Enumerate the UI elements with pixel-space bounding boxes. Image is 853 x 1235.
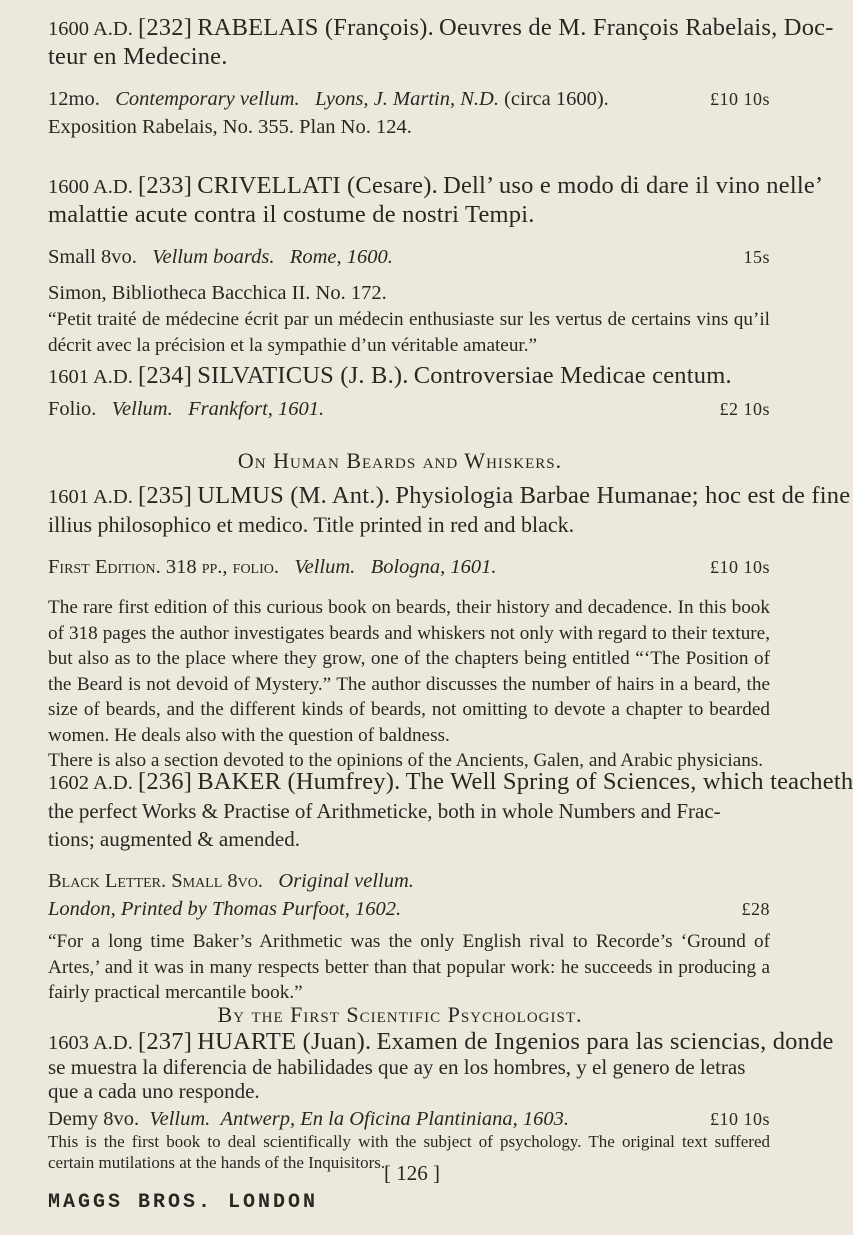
entry-title-cont: se muestra la diferencia de habilidades que ay en los hombres, y el genero de letras xyxy=(48,1055,746,1079)
entry-title-cont-2: que a cada uno responde. xyxy=(48,1079,260,1103)
entry-note: This is the first book to deal scientifically with the subject of psychology. The original text suffered certain mutilations at the hands of the Inquisitors. xyxy=(48,1132,770,1172)
entry-title: Examen de Ingenios para las sciencias, donde xyxy=(376,1028,834,1055)
entry-author: CRIVELLATI (Cesare). xyxy=(197,172,438,199)
entry-title: Controversiae Medicae centum. xyxy=(413,362,732,389)
entry-format: First Edition. 318 pp., folio. xyxy=(48,556,280,578)
entry-binding: Vellum boards. xyxy=(152,246,275,268)
entry-233 xyxy=(48,172,824,358)
entry-date: 1602 A.D. xyxy=(48,772,133,794)
entry-price: 15s xyxy=(743,247,770,267)
entry-237 xyxy=(48,1028,834,1173)
entry-imprint-row xyxy=(48,895,770,923)
entry-binding: Vellum. xyxy=(111,398,173,420)
entry-price: £10 10s xyxy=(709,1109,770,1129)
entry-number: [237] xyxy=(137,1028,193,1055)
entry-heading xyxy=(48,172,824,201)
entry-price: £2 10s xyxy=(719,399,770,419)
entry-title-cont: teur en Medecine. xyxy=(48,43,228,70)
entry-note-2: There is also a section devoted to the opinions of the Ancients, Galen, and Arabic physicians. xyxy=(48,750,764,771)
entry-binding: Vellum. xyxy=(294,556,356,578)
entry-imprint: Rome, 1600. xyxy=(289,246,393,268)
publisher-imprint: MAGGS BROS. LONDON xyxy=(48,1191,319,1214)
entry-quote: “Petit traité de médecine écrit par un médecin enthusiaste sur les vertus de certains vins qu’il décrit avec la précision et la sympathie d’un véritable amateur.” xyxy=(48,309,770,356)
entry-title: Physiologia Barbae Humanae; hoc est de fine xyxy=(395,482,851,509)
entry-title: Dell’ uso e modo di dare il vino nelle’ xyxy=(443,172,824,199)
entry-collation xyxy=(48,243,770,271)
entry-collation xyxy=(48,867,788,895)
entry-price: £28 xyxy=(741,899,770,919)
entry-binding: Contemporary vellum. xyxy=(115,88,300,110)
entry-collation xyxy=(48,553,770,581)
entry-note: “For a long time Baker’s Arithmetic was the only English rival to Recorde’s ‘Ground of Artes,’ and it was in many respects better than that popular work: he succeeds in producing a fairly practical mercantile book.” xyxy=(48,931,770,1003)
entry-imprint: Lyons, J. Martin, N.D. xyxy=(315,88,499,110)
entry-234 xyxy=(48,362,788,423)
entry-imprint: Frankfort, 1601. xyxy=(188,398,325,420)
entry-imprint: Bologna, 1601. xyxy=(370,556,497,578)
entry-date: 1601 A.D. xyxy=(48,486,133,508)
entry-format: Folio. xyxy=(48,398,97,420)
entry-format: 12mo. xyxy=(48,88,100,110)
entry-date: 1600 A.D. xyxy=(48,18,133,40)
entry-binding: Original vellum. xyxy=(278,870,414,892)
entry-title: The Well Spring of Sciences, which teacheth xyxy=(405,768,853,795)
entry-number: [232] xyxy=(137,14,193,41)
entry-date: 1600 A.D. xyxy=(48,176,133,198)
entry-price: £10 10s xyxy=(709,89,770,109)
entry-format: Small 8vo. xyxy=(48,246,137,268)
entry-author: HUARTE (Juan). xyxy=(197,1028,372,1055)
entry-binding: Vellum. xyxy=(149,1108,211,1130)
entry-collation xyxy=(48,1107,770,1131)
entry-author: BAKER (Humfrey). xyxy=(197,768,401,795)
entry-title: Oeuvres de M. François Rabelais, Doc- xyxy=(439,14,834,41)
entry-note: The rare first edition of this curious book on beards, their history and decadence. In this book of 318 pages the author investigates beards and whiskers not only with regard to their texture, but also as to the place where they grow, one of the chapters being entitled “‘The Position of the Beard is not devoid of Mystery.” The author discusses the number of hairs in a beard, the size of beards, and the different kinds of beards, not omitting to devote a chapter to bearded women. He deals also with the question of baldness. xyxy=(48,597,770,746)
entry-heading xyxy=(48,14,834,43)
section-subheading: By the First Scientific Psychologist. xyxy=(217,1002,583,1027)
entry-date: 1601 A.D. xyxy=(48,366,133,388)
entry-heading xyxy=(48,768,853,797)
entry-title-cont-2: tions; augmented & amended. xyxy=(48,827,300,851)
entry-title-cont: malattie acute contra il costume de nostri Tempi. xyxy=(48,201,535,228)
entry-imprint: London, Printed by Thomas Purfoot, 1602. xyxy=(48,898,402,920)
entry-imprint: Antwerp, En la Oficina Plantiniana, 1603. xyxy=(220,1108,570,1130)
entry-number: [236] xyxy=(137,768,193,795)
entry-number: [235] xyxy=(137,482,193,509)
entry-author: RABELAIS (François). xyxy=(197,14,434,41)
entry-235 xyxy=(48,482,851,774)
entry-price: £10 10s xyxy=(709,557,770,577)
entry-author: ULMUS (M. Ant.). xyxy=(197,482,391,509)
entry-collation xyxy=(48,395,770,423)
entry-author: SILVATICUS (J. B.). xyxy=(197,362,409,389)
entry-note: Simon, Bibliotheca Bacchica II. No. 172. xyxy=(48,282,387,304)
entry-number: [234] xyxy=(137,362,193,389)
entry-imprint-note: (circa 1600). xyxy=(504,88,609,110)
entry-236 xyxy=(48,768,853,1006)
entry-heading xyxy=(48,362,788,391)
entry-note: Exposition Rabelais, No. 355. Plan No. 124. xyxy=(48,116,412,138)
section-subheading: On Human Beards and Whiskers. xyxy=(237,448,563,473)
entry-format: Black Letter. Small 8vo. xyxy=(48,870,264,892)
entry-number: [233] xyxy=(137,172,193,199)
entry-heading xyxy=(48,482,851,511)
entry-heading xyxy=(48,1028,834,1055)
entry-date: 1603 A.D. xyxy=(48,1032,133,1054)
entry-collation xyxy=(48,85,770,113)
entry-format: Demy 8vo. xyxy=(48,1108,140,1130)
page-number: [ 126 ] xyxy=(384,1161,440,1185)
entry-title-cont: illius philosophico et medico. Title printed in red and black. xyxy=(48,512,575,537)
entry-title-cont: the perfect Works & Practise of Arithmeticke, both in whole Numbers and Frac- xyxy=(48,799,721,823)
entry-232 xyxy=(48,14,834,141)
